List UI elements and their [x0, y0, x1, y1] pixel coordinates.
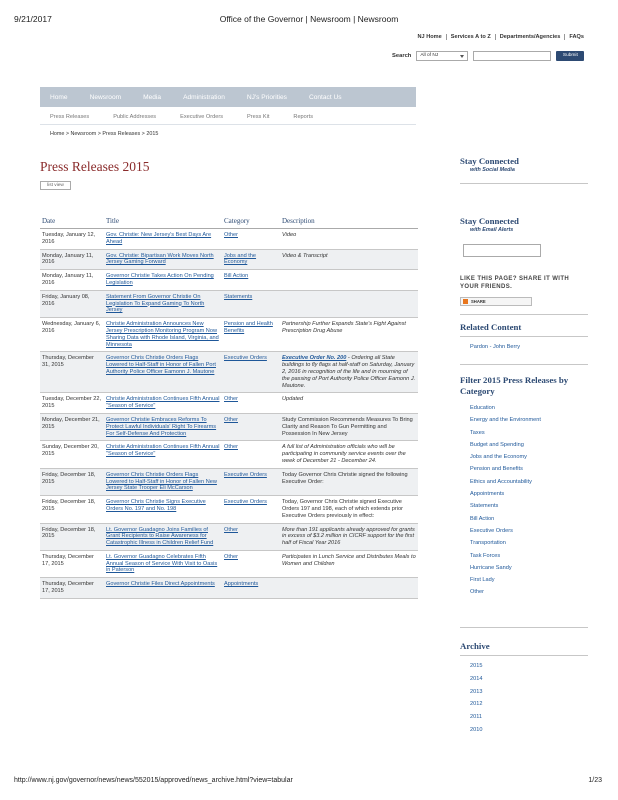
row-category-link[interactable]: Other: [224, 553, 238, 560]
row-description: [280, 550, 418, 577]
top-links: [414, 34, 589, 40]
row-description: [280, 290, 418, 317]
row-title: [104, 578, 222, 599]
print-footer-url: http://www.nj.gov/governor/news/news/552015/approved/news_archive.html?view=tabular: [14, 777, 293, 784]
table-row: [40, 550, 418, 577]
nav-item-contact-us[interactable]: Contact Us: [308, 93, 342, 101]
row-title-link[interactable]: Governor Chris Christie Signs Executive Orders No. 197 and No. 198: [106, 499, 206, 512]
search-submit-button[interactable]: Submit: [556, 51, 584, 61]
category-link[interactable]: Budget and Spending: [470, 441, 524, 448]
category-link[interactable]: First Lady: [470, 577, 495, 584]
row-description-text: Study Commission Recommends Measures To Bring Clarity and Reason To Gun Permitting and Possession In New Jersey: [282, 416, 413, 437]
row-description: [280, 270, 418, 291]
sidebar-divider: [460, 627, 588, 628]
row-title: [104, 523, 222, 550]
row-date: Thursday, December 31, 2015: [40, 352, 104, 393]
row-title: [104, 550, 222, 577]
row-date: Friday, January 08, 2016: [40, 290, 104, 317]
row-description: [280, 413, 418, 440]
row-title: [104, 352, 222, 393]
archive-year-link[interactable]: 2014: [470, 675, 483, 682]
table-row: [40, 270, 418, 291]
archive-year-link[interactable]: 2010: [470, 726, 483, 733]
row-title-link[interactable]: Gov. Christie: New Jersey's Best Days Are Ahead: [106, 232, 212, 245]
search-bar: [392, 51, 584, 61]
row-date: Tuesday, December 22, 2015: [40, 393, 104, 414]
breadcrumb: Home > Newsroom > Press Releases > 2015: [50, 131, 159, 137]
top-link[interactable]: FAQs: [564, 34, 588, 40]
subnav-item-press-kit[interactable]: Press Kit: [247, 114, 270, 120]
search-label: Search: [392, 53, 412, 59]
row-description: [280, 468, 418, 495]
row-title: [104, 249, 222, 270]
table-row: [40, 229, 418, 250]
row-category: [222, 270, 280, 291]
category-link[interactable]: Taxes: [470, 429, 485, 436]
row-category: [222, 550, 280, 577]
row-description-text: Participates in Lunch Service and Distributes Meals to Women and Children: [282, 553, 416, 567]
row-date: Monday, January 11, 2016: [40, 249, 104, 270]
row-category-link[interactable]: Other: [224, 396, 238, 403]
row-category-link[interactable]: Jobs and the Economy: [224, 252, 257, 266]
row-title-link[interactable]: Lt. Governor Guadagno Celebrates Fifth Annual Season of Service With Visit to Oasis in Paterson: [106, 553, 218, 574]
top-link[interactable]: Departments/Agencies: [495, 34, 565, 40]
row-description: [280, 318, 418, 352]
subnav-item-press-releases[interactable]: Press Releases: [50, 114, 90, 120]
social-subheading: with Social Media: [470, 167, 515, 173]
archive-year-link[interactable]: 2013: [470, 688, 483, 695]
row-category: [222, 523, 280, 550]
table-row: [40, 318, 418, 352]
share-button[interactable]: [460, 297, 532, 306]
print-header-date: 9/21/2017: [14, 14, 52, 24]
row-title-link[interactable]: Christie Administration Continues Fifth Annual "Season of Service": [106, 444, 220, 458]
subnav-item-public-addresses[interactable]: Public Addresses: [113, 114, 157, 120]
row-title-link[interactable]: Christie Administration Announces New Jersey Prescription Monitoring Program Now Sharing Data with Rhode Island, Virginia, and Minnesota: [106, 321, 219, 348]
category-link[interactable]: Statements: [470, 503, 499, 510]
column-header-category: Category: [222, 214, 280, 229]
search-scope-select[interactable]: All of NJ: [416, 51, 468, 61]
row-title: [104, 290, 222, 317]
category-link[interactable]: Pension and Benefits: [470, 466, 523, 473]
row-title-link[interactable]: Governor Christie Embraces Reforms To Protect Lawful Individuals' Right To Firearms For Self-Defense And Protection: [106, 416, 217, 437]
row-title-link[interactable]: Christie Administration Continues Fifth Annual "Season of Service": [106, 396, 220, 410]
row-description-text: More than 191 applicants already approved for grants in excess of $3.2 million in CICRF support for the first half of Fiscal Year 2016: [282, 526, 415, 547]
print-footer-page: 1/23: [588, 777, 602, 784]
row-title: [104, 393, 222, 414]
row-category: [222, 393, 280, 414]
row-category: [222, 249, 280, 270]
row-date: Sunday, December 20, 2015: [40, 441, 104, 468]
row-title: [104, 468, 222, 495]
row-date: Friday, December 18, 2015: [40, 523, 104, 550]
row-title: [104, 270, 222, 291]
row-category: [222, 413, 280, 440]
table-row: [40, 249, 418, 270]
email-input[interactable]: [463, 244, 541, 257]
row-description-text: Video: [282, 232, 297, 238]
nav-item-newsroom[interactable]: Newsroom: [89, 93, 122, 101]
sidebar-divider: [460, 314, 588, 315]
category-link[interactable]: Ethics and Accountability: [470, 478, 532, 485]
row-category: [222, 290, 280, 317]
share-label: SHARE: [471, 299, 486, 304]
table-header-row: [40, 214, 418, 229]
category-link[interactable]: Executive Orders: [470, 527, 513, 534]
sidebar-divider: [460, 364, 588, 365]
row-category-link[interactable]: Other: [224, 416, 238, 423]
table-row: [40, 441, 418, 468]
row-title: [104, 318, 222, 352]
search-input[interactable]: [473, 51, 551, 61]
row-category: [222, 496, 280, 523]
top-link[interactable]: Services A to Z: [446, 34, 495, 40]
row-description: [280, 249, 418, 270]
category-link[interactable]: Appointments: [470, 491, 505, 498]
social-heading: Stay Connected: [460, 156, 519, 166]
archive-heading: Archive: [460, 641, 490, 651]
archive-year-link[interactable]: 2011: [470, 714, 483, 721]
archive-year-link[interactable]: 2012: [470, 701, 483, 708]
subnav-divider: [40, 124, 416, 125]
row-description-text: - Ordering all State buildings to fly flags at half-staff on Saturday, January 2, 2016 in recognition of the life and in mourning of the passing of Port Authority Police Officer Eamonn J. Mautone.: [282, 355, 416, 389]
table-row: [40, 578, 418, 599]
row-title-link[interactable]: Governor Christie Files Direct Appointments: [106, 581, 215, 588]
category-link[interactable]: Task Forces: [470, 552, 501, 559]
email-subheading: with Email Alerts: [470, 227, 514, 233]
row-description-text: Today, Governor Chris Christie signed Executive Orders 197 and 198, each of which extends prior Executive Orders previously in effect:: [282, 499, 403, 519]
row-title-link[interactable]: Governor Chris Christie Orders Flags Lowered to Half-Staff in Honor of Fallen New Jersey State Trooper Eli McCarson: [106, 471, 217, 492]
column-header-description: Description: [280, 214, 418, 229]
table-row: [40, 523, 418, 550]
row-title: [104, 229, 222, 250]
row-description-text: Video & Transcript: [282, 252, 328, 259]
table-row: [40, 290, 418, 317]
row-description: [280, 352, 418, 393]
filter-heading: Filter 2015 Press Releases by Category: [460, 375, 569, 396]
sidebar-divider: [460, 655, 588, 656]
row-title-link[interactable]: Statement From Governor Christie On Legislation To Expand Gaming To North Jersey: [106, 293, 205, 314]
row-description: [280, 229, 418, 250]
row-category-link[interactable]: Executive Orders: [224, 471, 267, 478]
row-date: Monday, December 21, 2015: [40, 413, 104, 440]
press-releases-table: [40, 214, 418, 599]
category-list: [470, 405, 541, 602]
row-category-link[interactable]: Statements: [224, 293, 253, 300]
row-description-link[interactable]: Executive Order No. 200: [282, 355, 347, 362]
table-row: [40, 468, 418, 495]
sub-nav: [50, 114, 337, 120]
share-icon: [463, 299, 468, 304]
row-title-link[interactable]: Lt. Governor Guadagno Joins Families of Grant Recipients to Raise Awareness for Catastrophic Illness in Children Relief Fund: [106, 526, 214, 547]
category-link[interactable]: Jobs and the Economy: [470, 454, 527, 461]
row-date: Tuesday, January 12, 2016: [40, 229, 104, 250]
column-header-title: Title: [104, 214, 222, 229]
print-header-title: Office of the Governor | Newsroom | Newsroom: [219, 14, 399, 24]
row-description: [280, 523, 418, 550]
row-title: [104, 496, 222, 523]
row-category-link[interactable]: Other: [224, 444, 238, 451]
row-category: [222, 352, 280, 393]
row-category-link[interactable]: Other: [224, 526, 238, 533]
table-row: [40, 393, 418, 414]
row-description: [280, 496, 418, 523]
row-category-link[interactable]: Executive Orders: [224, 355, 267, 362]
row-category: [222, 318, 280, 352]
row-category-link[interactable]: Other: [224, 232, 238, 238]
row-category: [222, 441, 280, 468]
row-date: Thursday, December 17, 2015: [40, 578, 104, 599]
row-description-text: Partnership Further Expands State's Fight Against Prescription Drug Abuse: [282, 321, 406, 334]
related-link[interactable]: Pardon - John Berry: [470, 344, 521, 350]
row-date: Friday, December 18, 2015: [40, 496, 104, 523]
row-description: [280, 578, 418, 599]
row-title-link[interactable]: Governor Christie Takes Action On Pending Legislation: [106, 273, 214, 286]
row-category-link[interactable]: Pension and Health Benefits: [224, 321, 273, 334]
row-category: [222, 229, 280, 250]
category-link[interactable]: Hurricane Sandy: [470, 564, 512, 571]
row-title: [104, 413, 222, 440]
share-prompt: LIKE THIS PAGE? SHARE IT WITH YOUR FRIENDS.: [460, 276, 570, 290]
archive-year-link[interactable]: 2015: [470, 663, 483, 669]
category-link[interactable]: Education: [470, 405, 495, 411]
nav-item-nj-s-priorities[interactable]: NJ's Priorities: [246, 93, 287, 101]
row-category: [222, 468, 280, 495]
row-category: [222, 578, 280, 599]
table-row: [40, 352, 418, 393]
subnav-item-executive-orders[interactable]: Executive Orders: [180, 114, 224, 120]
row-category-link[interactable]: Appointments: [224, 581, 259, 588]
row-description-text: A full list of Administration officials who will be participating in community service events over the week of December 21 - December 24.: [282, 444, 406, 464]
top-link[interactable]: NJ Home: [417, 34, 442, 40]
page-title: Press Releases 2015: [40, 159, 150, 174]
category-link[interactable]: Bill Action: [470, 515, 495, 522]
row-date: Friday, December 18, 2015: [40, 468, 104, 495]
table-row: [40, 413, 418, 440]
row-description: [280, 441, 418, 468]
nav-item-home[interactable]: Home: [50, 93, 68, 101]
email-heading: Stay Connected: [460, 216, 519, 226]
row-title-link[interactable]: Governor Chris Christie Orders Flags Lowered to Half-Staff in Honor of Fallen Port Authority Police Officer Eamonn J. Mautone: [106, 355, 216, 375]
related-heading: Related Content: [460, 322, 522, 332]
nav-item-media[interactable]: Media: [143, 93, 162, 101]
category-link[interactable]: Other: [470, 589, 484, 596]
archive-list: [470, 663, 482, 740]
category-link[interactable]: Energy and the Environment: [470, 417, 541, 424]
main-nav: [40, 87, 416, 107]
row-description: [280, 393, 418, 414]
sidebar-divider: [460, 183, 588, 184]
category-link[interactable]: Transportation: [470, 540, 506, 547]
row-date: Monday, January 11, 2016: [40, 270, 104, 291]
subnav-item-reports[interactable]: Reports: [293, 114, 313, 120]
row-title: [104, 441, 222, 468]
column-header-date: Date: [40, 214, 104, 229]
row-date: Thursday, December 17, 2015: [40, 550, 104, 577]
row-category-link[interactable]: Bill Action: [224, 273, 249, 280]
list-view-button[interactable]: list view: [40, 181, 71, 190]
sidebar-divider: [460, 336, 588, 337]
row-description-text: Updated: [282, 396, 304, 403]
row-title-link[interactable]: Gov. Christie: Bipartisan Work Moves North Jersey Gaming Forward: [106, 252, 214, 266]
row-date: Wednesday, January 6, 2016: [40, 318, 104, 352]
nav-item-administration[interactable]: Administration: [183, 93, 225, 101]
table-row: [40, 496, 418, 523]
row-category-link[interactable]: Executive Orders: [224, 499, 267, 506]
row-description-text: Today Governor Chris Christie signed the following Executive Order:: [282, 471, 408, 485]
